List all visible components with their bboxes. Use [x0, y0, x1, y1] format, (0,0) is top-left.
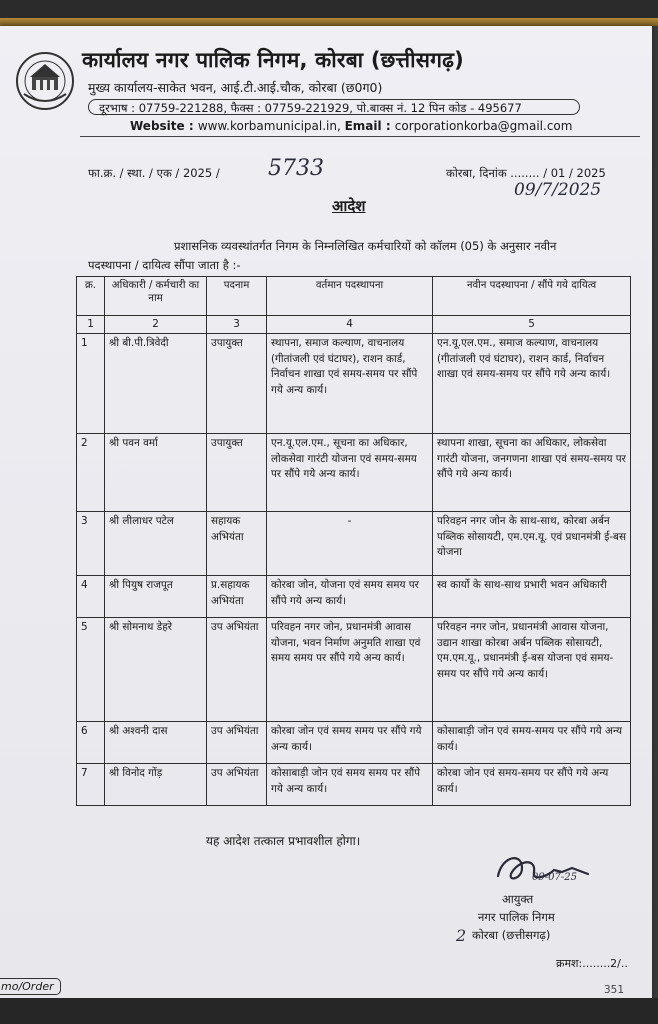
- col-number: 1: [77, 316, 105, 334]
- row-current: कोरबा जोन एवं समय समय पर सौंपे गये अन्य कार्य।: [267, 722, 433, 764]
- row-sr: 6: [77, 722, 105, 764]
- handwritten-initials: 2: [456, 926, 467, 945]
- website-value: www.korbamunicipal.in,: [197, 119, 345, 133]
- row-new: एन.यू.एल.एम., समाज कल्याण, वाचनालय (गीतांजली एवं घंटाघर), राशन कार्ड, निर्वाचन शाखा एवं समय-समय पर सौंपे गये अन्य कार्य।: [433, 334, 631, 434]
- row-designation: उप अभियंता: [207, 764, 267, 806]
- row-name: श्री विनोद गोंड़: [105, 764, 207, 806]
- transfer-table: [76, 276, 631, 806]
- office-address: मुख्य कार्यालय-साकेत भवन, आई.टी.आई.चौक, कोरबा (छ0ग0): [88, 80, 383, 95]
- officer-organisation: नगर पालिक निगम: [478, 910, 555, 924]
- website-label: Website :: [130, 119, 198, 133]
- office-title: कार्यालय नगर पालिक निगम, कोरबा (छत्तीसगढ़): [82, 48, 464, 72]
- row-new: परिवहन नगर जोन के साथ-साथ, कोरबा अर्बन पब्लिक सोसायटी, एम.एम.यू. एवं प्रधानमंत्री ई-बस योजना: [433, 512, 631, 576]
- row-sr: 4: [77, 576, 105, 618]
- page-number: 351: [604, 984, 625, 996]
- column-number-row: [77, 316, 631, 334]
- row-name: श्री पवन वर्मा: [105, 434, 207, 512]
- row-designation: उपायुक्त: [207, 334, 267, 434]
- handwritten-reference-number: 5733: [268, 156, 324, 181]
- document-page: [0, 26, 652, 998]
- bottom-edge: [0, 998, 658, 1024]
- table-row: [77, 334, 631, 434]
- table-row: [77, 722, 631, 764]
- order-intro-line1: प्रशासनिक व्यवस्थांतर्गत निगम के निम्नलिखित कर्मचारियों को कॉलम (05) के अनुसार नवीन: [174, 239, 557, 253]
- continuation-mark: क्रमश:........2/..: [556, 957, 628, 970]
- row-current: एन.यू.एल.एम., सूचना का अधिकार, लोकसेवा गारंटी योजना एवं समय-समय पर सौंपे गये अन्य कार्य।: [267, 434, 433, 512]
- table-row: [77, 512, 631, 576]
- row-new: कोसाबाड़ी जोन एवं समय-समय पर सौंपे गये अन्य कार्य।: [433, 722, 631, 764]
- row-name: श्री बी.पी.त्रिवेदी: [105, 334, 207, 434]
- row-name: श्री पियुष राजपूत: [105, 576, 207, 618]
- top-edge: [0, 0, 658, 26]
- table-row: [77, 618, 631, 722]
- file-clip: [0, 18, 658, 26]
- row-designation: उप अभियंता: [207, 618, 267, 722]
- file-reference: फा.क्र. / स्था. / एक / 2025 /: [88, 166, 220, 180]
- row-name: श्री सोमनाथ डेहरे: [105, 618, 207, 722]
- row-sr: 2: [77, 434, 105, 512]
- email-value: corporationkorba@gmail.com: [394, 119, 573, 133]
- email-label: Email :: [344, 119, 395, 133]
- row-name: श्री अश्वनी दास: [105, 722, 207, 764]
- date-line: कोरबा, दिनांक ........ / 01 / 2025: [446, 166, 606, 180]
- header-new-posting: नवीन पदस्थापना / सौंपे गये दायित्व: [433, 277, 631, 316]
- row-current: कोसाबाड़ी जोन एवं समय समय पर सौंपे गये अन्य कार्य।: [267, 764, 433, 806]
- row-designation: प्र.सहायक अभियंता: [207, 576, 267, 618]
- order-title: आदेश: [332, 197, 366, 215]
- row-designation: सहायक अभियंता: [207, 512, 267, 576]
- row-new: स्थापना शाखा, सूचना का अधिकार, लोकसेवा गारंटी योजना, जनगणना शाखा एवं समय-समय पर सौंपे गये अन्य कार्य।: [433, 434, 631, 512]
- header-sr: क्र.: [77, 277, 105, 316]
- officer-place: कोरबा (छत्तीसगढ़): [472, 928, 551, 942]
- row-new: स्व कार्यो के साथ-साथ प्रभारी भवन अधिकारी: [433, 576, 631, 618]
- table-row: [77, 576, 631, 618]
- commissioner-signature: [492, 846, 602, 892]
- row-current: -: [267, 512, 433, 576]
- handwritten-date: 09/7/2025: [514, 180, 602, 200]
- order-intro-line2: पदस्थापना / दायित्व सौंपा जाता है :-: [88, 258, 241, 272]
- header-designation: पदनाम: [207, 277, 267, 316]
- col-number: 5: [433, 316, 631, 334]
- row-sr: 3: [77, 512, 105, 576]
- office-web-email: [130, 119, 572, 133]
- row-current: स्थापना, समाज कल्याण, वाचनालय (गीतांजली एवं घंटाघर), राशन कार्ड, निर्वाचन शाखा एवं समय-समय पर सौंपे गये अन्य कार्य।: [267, 334, 433, 434]
- col-number: 4: [267, 316, 433, 334]
- row-new: परिवहन नगर जोन, प्रधानमंत्री आवास योजना, उद्यान शाखा कोरबा अर्बन पब्लिक सोसायटी, एम.एम.यू., प्रधानमंत्री ई-बस योजना एवं समय-समय पर सौंपे गये अन्य कार्य।: [433, 618, 631, 722]
- row-current: परिवहन नगर जोन, प्रधानमंत्री आवास योजना, भवन निर्माण अनुमति शाखा एवं समय समय पर सौंपे गये अन्य कार्य।: [267, 618, 433, 722]
- header-name: अधिकारी / कर्मचारी का नाम: [105, 277, 207, 316]
- row-name: श्री लीलाधर पटेल: [105, 512, 207, 576]
- header-current-posting: वर्तमान पदस्थापना: [267, 277, 433, 316]
- col-number: 3: [207, 316, 267, 334]
- order-tag-label: mo/Order: [0, 978, 61, 995]
- row-new: कोरबा जोन एवं समय-समय पर सौंपे गये अन्य कार्य।: [433, 764, 631, 806]
- row-designation: उपायुक्त: [207, 434, 267, 512]
- officer-title: आयुक्त: [502, 892, 534, 906]
- col-number: 2: [105, 316, 207, 334]
- signature-date: 09-07-25: [532, 872, 577, 883]
- header-divider: [80, 136, 640, 137]
- row-current: कोरबा जोन, योजना एवं समय समय पर सौंपे गये अन्य कार्य।: [267, 576, 433, 618]
- table-header-row: [77, 277, 631, 316]
- table-row: [77, 434, 631, 512]
- corporation-emblem-icon: [14, 50, 76, 112]
- row-sr: 5: [77, 618, 105, 722]
- row-sr: 1: [77, 334, 105, 434]
- table-row: [77, 764, 631, 806]
- row-sr: 7: [77, 764, 105, 806]
- office-contact: दूरभाष : 07759-221288, फैक्स : 07759-221929, पो.बाक्स नं. 12 पिन कोड - 495677: [88, 99, 580, 115]
- effective-statement: यह आदेश तत्काल प्रभावशील होगा।: [206, 834, 361, 848]
- row-designation: उप अभियंता: [207, 722, 267, 764]
